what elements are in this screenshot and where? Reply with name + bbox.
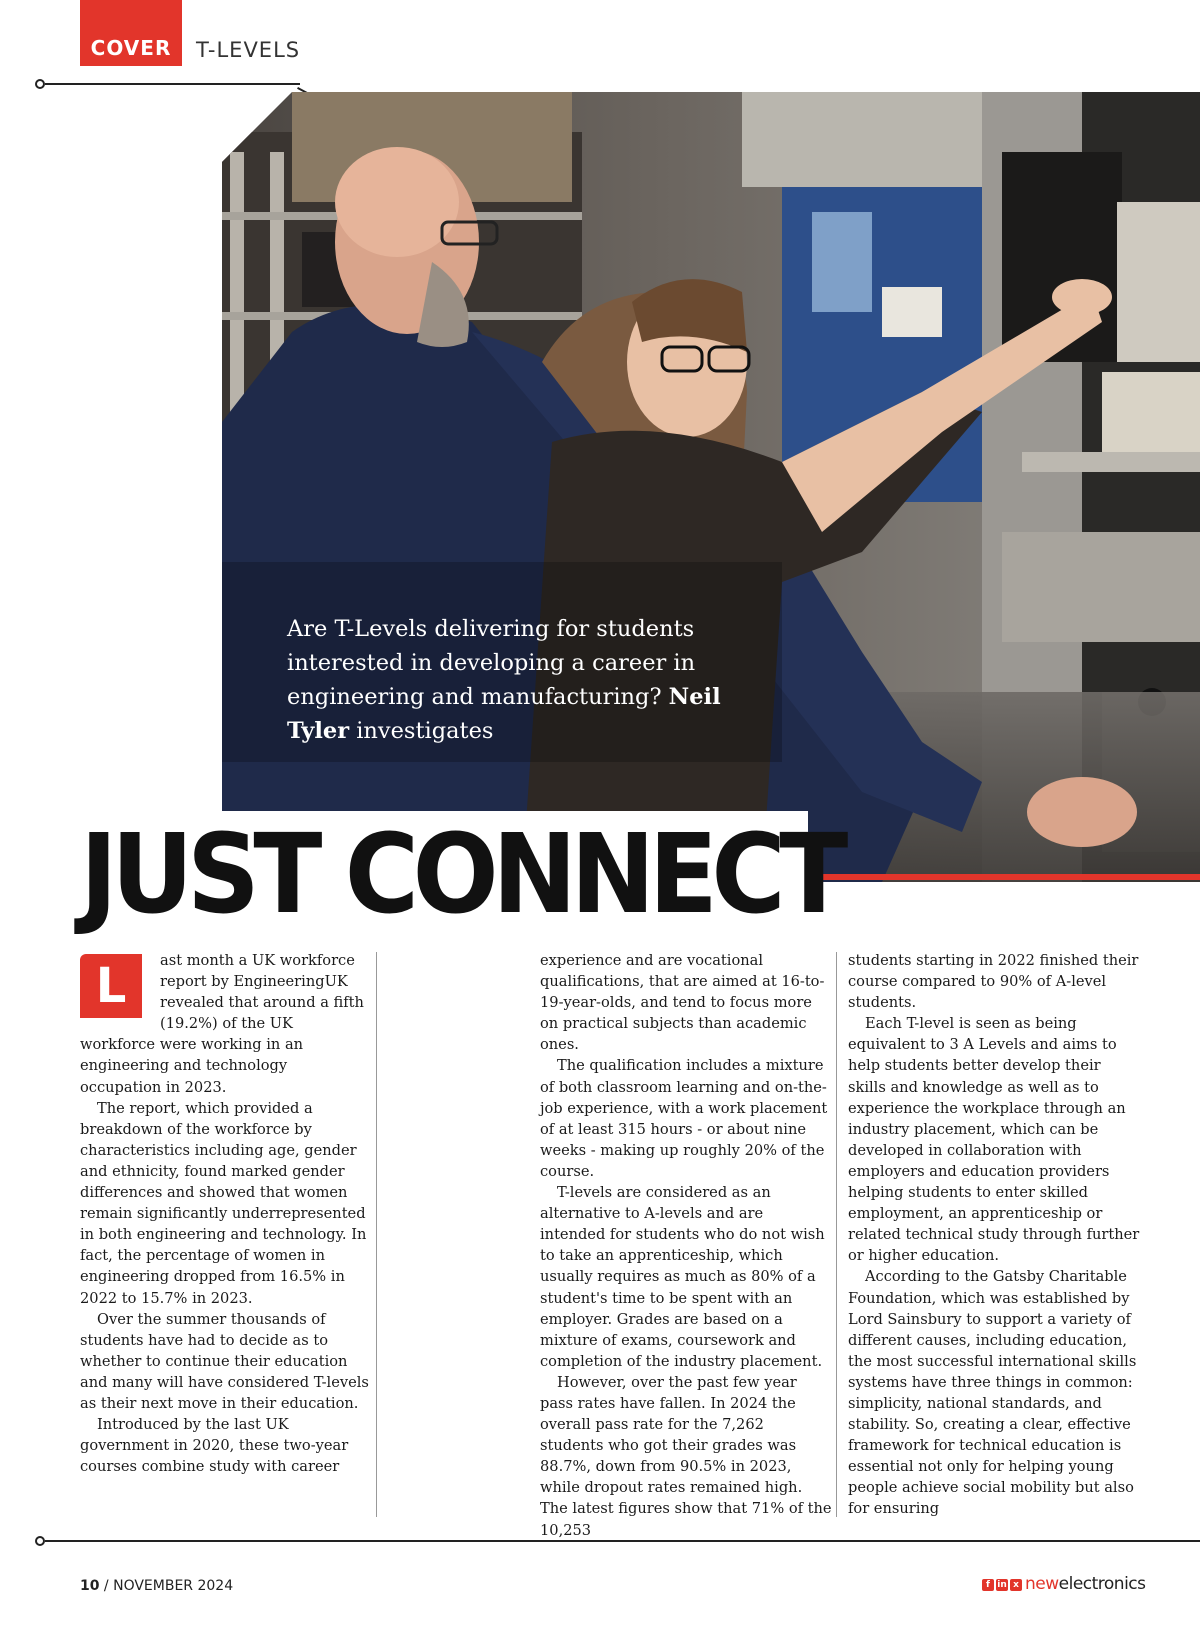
cover-tag	[80, 0, 182, 66]
drop-cap: L	[80, 954, 142, 1018]
page-folio	[80, 1578, 233, 1594]
facebook-icon[interactable]: f	[982, 1579, 994, 1591]
top-rule	[45, 83, 300, 85]
caption-text: Are T-Levels delivering for students interested in developing a career in engineering and manufacturing?	[287, 616, 696, 710]
rule-dot-bottom	[35, 1536, 45, 1546]
paragraph: The qualification includes a mixture of both classroom learning and on-the-job experience, with a work placement of at least 315 hours - or about nine weeks - making up roughly 20% of the course.	[540, 1057, 828, 1180]
paragraph: Introduced by the last UK government in 2020, these two-year courses combine study with career	[80, 1416, 349, 1476]
body-column-2	[540, 950, 832, 1541]
column-divider	[836, 952, 837, 1517]
paragraph: Over the summer thousands of students have had to decide as to whether to continue their education and many will have considered T-levels as their next move in their education.	[80, 1310, 369, 1412]
bottom-rule	[45, 1540, 1200, 1542]
caption-author-suffix: investigates	[349, 718, 494, 744]
caption-author: Neil Tyler	[287, 684, 721, 744]
brand-logo-new: new	[1025, 1574, 1059, 1594]
headline: JUST CONNECT	[80, 810, 842, 938]
brand-logo	[1025, 1574, 1146, 1594]
section-label: T-LEVELS	[196, 38, 301, 62]
paragraph: students starting in 2022 finished their course compared to 90% of A-level students.	[848, 952, 1139, 1012]
body-column-3	[848, 950, 1140, 1520]
paragraph: ast month a UK workforce report by EngineeringUK revealed that around a fifth (19.2%) of the UK workforce were working in an engineering and technology occupation in 2023.	[80, 952, 364, 1096]
page-number: 10	[80, 1578, 100, 1594]
hero-photo	[222, 92, 1200, 882]
paragraph: According to the Gatsby Charitable Foundation, which was established by Lord Sainsbury to support a variety of different causes, including education, the most successful international skills systems have three things in common: simplicity, national standards, and stability. So, creating a clear, effective framework for technical education is essential not only for helping young people achieve social mobility but also for ensuring	[848, 1268, 1137, 1518]
issue-date: NOVEMBER 2024	[113, 1578, 234, 1594]
rule-dot-top	[35, 79, 45, 89]
paragraph: T-levels are considered as an alternative to A-levels and are intended for students who do not wish to take an apprenticeship, which usually requires as much as 80% of a student's time to be spent with an employer. Grades are based on a mixture of exams, coursework and completion of the industry placement.	[540, 1184, 825, 1370]
linkedin-icon[interactable]: in	[997, 1580, 1007, 1590]
photo-caption	[287, 612, 727, 748]
paragraph: However, over the past few year pass rates have fallen. In 2024 the overall pass rate for the 7,262 students who got their grades was 88.7%, down from 90.5% in 2023, while dropout rates remained high. The latest figures show that 71% of the 10,253	[540, 1373, 832, 1539]
paragraph: experience and are vocational qualifications, that are aimed at 16-to-19-year-olds, and tend to focus more on practical subjects than academic ones.	[540, 952, 825, 1054]
folio-separator: /	[99, 1578, 114, 1594]
brand-logo-electronics: electronics	[1058, 1574, 1146, 1594]
column-divider	[376, 952, 377, 1517]
paragraph: The report, which provided a breakdown of the workforce by characteristics including age, gender and ethnicity, found marked gender differences and showed that women remain significantly underrepresented in both engineering and technology. In fact, the percentage of women in engineering dropped from 16.5% in 2022 to 15.7% in 2023.	[80, 1099, 367, 1307]
body-column-1	[80, 950, 372, 1477]
x-icon[interactable]: x	[1010, 1579, 1022, 1591]
workshop-illustration	[222, 92, 1200, 882]
paragraph: Each T-level is seen as being equivalent to 3 A Levels and aims to help students better develop their skills and knowledge as well as to experience the workplace through an industry placement, which can be developed in collaboration with employers and education providers helping students to enter skilled employment, an apprenticeship or related technical study through further or higher education.	[848, 1015, 1140, 1265]
accent-strip	[808, 874, 1200, 880]
cover-label: COVER	[90, 36, 172, 60]
